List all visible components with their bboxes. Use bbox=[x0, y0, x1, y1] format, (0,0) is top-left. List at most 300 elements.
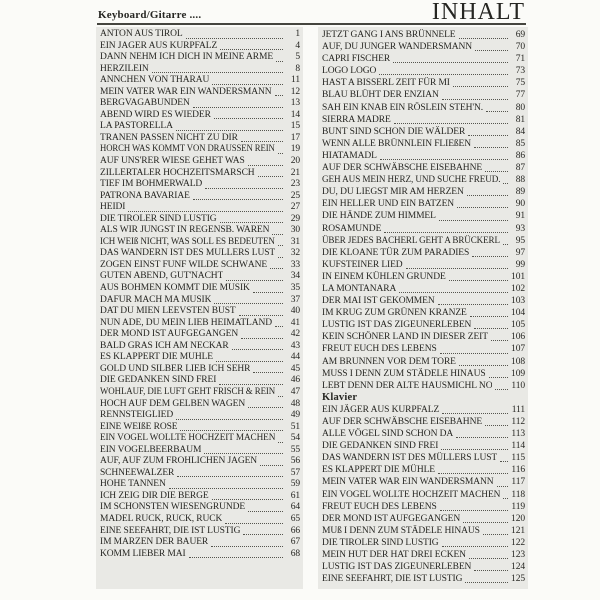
page-number: 87 bbox=[515, 163, 525, 174]
song-title: BERGVAGABUNDEN bbox=[100, 98, 190, 109]
page-number: 13 bbox=[290, 98, 300, 109]
section-header-keyboard-gitarre: Keyboard/Gitarre .... bbox=[98, 9, 202, 21]
toc-entry bbox=[322, 271, 525, 283]
toc-entry bbox=[322, 174, 525, 186]
toc-entry bbox=[100, 514, 300, 526]
page-number: 90 bbox=[515, 199, 525, 210]
toc-entry bbox=[100, 87, 300, 99]
dot-leader bbox=[272, 234, 283, 235]
toc-entry bbox=[100, 445, 300, 457]
dot-leader bbox=[248, 407, 283, 408]
page-number: 125 bbox=[511, 574, 525, 585]
dot-leader bbox=[177, 476, 283, 477]
dot-leader bbox=[399, 292, 508, 293]
page-number: 12 bbox=[290, 86, 300, 97]
song-title: MEIN HUT DER HAT DREI ECKEN bbox=[322, 550, 466, 561]
toc-entry bbox=[322, 53, 525, 65]
toc-entry bbox=[100, 329, 300, 341]
toc-columns bbox=[96, 27, 528, 589]
song-title: DIE KLOANE TÜR ZUM PARADIES bbox=[322, 247, 470, 258]
dot-leader bbox=[472, 256, 508, 257]
page-number: 105 bbox=[511, 320, 525, 331]
dot-leader bbox=[189, 557, 283, 558]
song-title: ES KLAPPERT DIE MÜHLE bbox=[100, 352, 214, 363]
dot-leader bbox=[152, 72, 283, 73]
song-title: LEBT DENN DER ALTE HAUSMICHL NO bbox=[322, 380, 493, 391]
page-number: 114 bbox=[511, 441, 525, 452]
dot-leader bbox=[442, 413, 508, 414]
dot-leader bbox=[463, 522, 508, 523]
toc-entry bbox=[100, 98, 300, 110]
dot-leader bbox=[204, 453, 283, 454]
toc-entry bbox=[322, 114, 525, 126]
toc-entry bbox=[100, 156, 300, 168]
toc-entry bbox=[322, 198, 525, 210]
page-number: 32 bbox=[290, 248, 300, 259]
page-number: 56 bbox=[290, 456, 300, 467]
toc-entry bbox=[100, 214, 300, 226]
toc-entry bbox=[322, 186, 525, 198]
toc-entry bbox=[100, 248, 300, 260]
page-number: 17 bbox=[290, 132, 300, 143]
toc-entry bbox=[100, 479, 300, 491]
song-title: BUNT SIND SCHON DIE WÄLDER bbox=[322, 126, 466, 137]
page-number: 30 bbox=[290, 225, 300, 236]
page-number: 49 bbox=[290, 410, 300, 421]
song-title: KUFSTEINER LIED bbox=[322, 259, 403, 270]
toc-entry bbox=[100, 283, 300, 295]
dot-leader bbox=[456, 437, 508, 438]
page-number: 44 bbox=[290, 352, 300, 363]
toc-entry bbox=[322, 501, 525, 513]
page-number: 69 bbox=[515, 30, 525, 40]
toc-entry bbox=[100, 133, 300, 145]
page-number: 81 bbox=[515, 114, 525, 125]
song-title: ALLE VÖGEL SIND SCHON DA bbox=[322, 429, 454, 440]
song-title: GEH AUS MEIN HERZ, UND SUCHE FREUD. bbox=[322, 175, 500, 186]
dot-leader bbox=[220, 222, 283, 223]
dot-leader bbox=[270, 268, 283, 269]
song-title: EIN JÄGER AUS KURPFALZ bbox=[322, 404, 440, 415]
dot-leader bbox=[406, 268, 508, 269]
toc-entry bbox=[322, 380, 525, 392]
page-number: 89 bbox=[515, 187, 525, 198]
toc-entry bbox=[322, 41, 525, 53]
toc-entry bbox=[100, 29, 300, 41]
dot-leader bbox=[470, 316, 508, 317]
song-title: HORCH WAS KOMMT VON DRAUSSEN REIN bbox=[100, 144, 275, 155]
song-title: DER MOND IST AUFGEGANGEN bbox=[100, 329, 239, 340]
toc-entry bbox=[100, 271, 300, 283]
dot-leader bbox=[214, 303, 283, 304]
page-number: 91 bbox=[515, 211, 525, 222]
dot-leader bbox=[211, 546, 283, 547]
song-title: HOCH AUF DEM GELBEN WAGEN bbox=[100, 398, 246, 409]
song-title: LUSTIG IST DAS ZIGEUNERLEBEN bbox=[322, 562, 472, 573]
dot-leader bbox=[253, 372, 283, 373]
page-number: 101 bbox=[511, 271, 525, 282]
song-title: AUS BÖHMEN KOMMT DIE MUSIK bbox=[100, 283, 250, 294]
toc-entry bbox=[100, 375, 300, 387]
song-title: MÄDEL RUCK, RUCK, RUCK bbox=[100, 513, 223, 524]
page-number: 42 bbox=[290, 329, 300, 340]
toc-entry bbox=[100, 549, 300, 561]
song-title: DIE TIROLER SIND LUSTIG bbox=[322, 537, 439, 548]
dot-leader bbox=[248, 165, 283, 166]
toc-entry bbox=[322, 150, 525, 162]
page-number: 115 bbox=[511, 453, 525, 464]
dot-leader bbox=[232, 349, 283, 350]
toc-entry bbox=[322, 368, 525, 380]
song-title: BLAU BLÜHT DER ENZIAN bbox=[322, 90, 439, 101]
dot-leader bbox=[212, 84, 283, 85]
toc-entry bbox=[322, 452, 525, 464]
toc-entry bbox=[322, 65, 525, 77]
toc-list-klavier bbox=[322, 404, 525, 585]
page-title-inhalt: INHALT bbox=[431, 0, 525, 25]
toc-entry bbox=[322, 319, 525, 331]
page-number: 109 bbox=[511, 368, 525, 379]
page-number: 40 bbox=[290, 306, 300, 317]
page-number: 65 bbox=[290, 513, 300, 524]
song-title: RENNSTEIGLIED bbox=[100, 410, 174, 421]
page-number: 97 bbox=[515, 247, 525, 258]
page-header bbox=[98, 0, 525, 24]
song-title: DER MAI IST GEKOMMEN bbox=[322, 296, 435, 307]
song-title: EIN VOGEL WOLLTE HOCHZEIT MACHEN bbox=[100, 433, 275, 444]
page-number: 35 bbox=[290, 283, 300, 294]
song-title: SCHNEEWALZER bbox=[100, 467, 175, 478]
dot-leader bbox=[474, 328, 508, 329]
page-number: 21 bbox=[290, 167, 300, 178]
dot-leader bbox=[380, 159, 508, 160]
page-number: 103 bbox=[511, 296, 525, 307]
page-number: 122 bbox=[511, 537, 525, 548]
toc-entry bbox=[322, 102, 525, 114]
dot-leader bbox=[489, 377, 508, 378]
song-title: ZILLERTALER HOCHZEITSMARSCH bbox=[100, 167, 255, 178]
song-title: GOLD UND SILBER LIEB ICH SEHR bbox=[100, 363, 251, 374]
dot-leader bbox=[226, 280, 283, 281]
dot-leader bbox=[439, 220, 508, 221]
dot-leader bbox=[212, 499, 283, 500]
song-title: ICH WEIß NICHT, WAS SOLL ES BEDEUTEN bbox=[100, 236, 275, 247]
song-title: HERZILEIN bbox=[100, 63, 149, 74]
page-number: 33 bbox=[290, 259, 300, 270]
page-number: 8 bbox=[295, 63, 300, 74]
toc-column-right bbox=[318, 27, 528, 589]
song-title: DAS WANDERN IST DES MÜLLERS LUST bbox=[322, 453, 498, 464]
song-title: AUF DER SCHWÄBSCHE EISEBAHNE bbox=[322, 163, 483, 174]
dot-leader bbox=[500, 461, 508, 462]
toc-entry bbox=[100, 526, 300, 538]
song-title: ÄNNCHEN VON THARAU bbox=[100, 75, 210, 86]
toc-entry bbox=[322, 126, 525, 138]
page-number: 27 bbox=[290, 202, 300, 213]
song-title: IM SCHÖNSTEN WIESENGRUNDE bbox=[100, 502, 246, 513]
toc-entry bbox=[100, 52, 300, 64]
dot-leader bbox=[503, 183, 508, 184]
toc-entry bbox=[322, 464, 525, 476]
toc-entry bbox=[322, 513, 525, 525]
dot-leader bbox=[275, 326, 283, 327]
toc-entry bbox=[322, 247, 525, 259]
dot-leader bbox=[219, 384, 283, 385]
toc-entry bbox=[322, 89, 525, 101]
dot-leader bbox=[485, 171, 508, 172]
toc-entry bbox=[322, 428, 525, 440]
dot-leader bbox=[469, 558, 508, 559]
page-number: 110 bbox=[511, 380, 525, 391]
page-number: 102 bbox=[511, 283, 525, 294]
dot-leader bbox=[449, 280, 508, 281]
dot-leader bbox=[260, 465, 283, 466]
toc-entry bbox=[322, 549, 525, 561]
song-title: DAT DU MIEN LEEVSTEN BÜST bbox=[100, 306, 236, 317]
song-title: ABEND WIRD ES WIEDER bbox=[100, 109, 211, 120]
dot-leader bbox=[384, 232, 508, 233]
page-number: 57 bbox=[290, 467, 300, 478]
dot-leader bbox=[248, 511, 283, 512]
page-number: 47 bbox=[290, 386, 300, 397]
toc-entry bbox=[100, 121, 300, 133]
dot-leader bbox=[495, 389, 508, 390]
toc-entry bbox=[322, 235, 525, 247]
page-number: 61 bbox=[290, 490, 300, 501]
dot-leader bbox=[176, 419, 283, 420]
dot-leader bbox=[180, 430, 283, 431]
page-number: 84 bbox=[515, 126, 525, 137]
dot-leader bbox=[258, 176, 283, 177]
page-number: 5 bbox=[295, 52, 300, 63]
dot-leader bbox=[440, 510, 508, 511]
dot-leader bbox=[467, 195, 508, 196]
page-number: 71 bbox=[515, 54, 525, 65]
dot-leader bbox=[169, 488, 283, 489]
page-number: 70 bbox=[515, 42, 525, 53]
dot-leader bbox=[278, 245, 283, 246]
page-number: 66 bbox=[290, 525, 300, 536]
toc-entry bbox=[322, 138, 525, 150]
song-title: AUF, DU JUNGER WANDERSMANN bbox=[322, 42, 473, 53]
song-title: SAH EIN KNAB EIN RÖSLEIN STEH'N. bbox=[322, 102, 484, 113]
dot-leader bbox=[278, 153, 283, 154]
dot-leader bbox=[276, 61, 283, 62]
song-title: FREUT EUCH DES LEBENS bbox=[322, 344, 437, 355]
song-title: MEIN VATER WAR EIN WANDERSMANN bbox=[322, 477, 494, 488]
toc-entry bbox=[100, 110, 300, 122]
song-title: DAFÜR MACH MA MUSIK bbox=[100, 294, 212, 305]
dot-leader bbox=[459, 38, 509, 39]
page-number: 75 bbox=[515, 78, 525, 89]
song-title: HEIDI bbox=[100, 202, 126, 213]
page-number: 111 bbox=[511, 404, 525, 415]
toc-entry bbox=[100, 168, 300, 180]
song-title: WENN ALLE BRÜNNLEIN FLIEßEN bbox=[322, 138, 472, 149]
toc-entry bbox=[322, 307, 525, 319]
dot-leader bbox=[438, 304, 508, 305]
dot-leader bbox=[278, 442, 283, 443]
toc-entry bbox=[322, 561, 525, 573]
song-title: ANTON AUS TIROL bbox=[100, 29, 183, 39]
song-title: TRÄNEN PASSEN NICHT ZU DIR bbox=[100, 132, 238, 143]
dot-leader bbox=[278, 396, 283, 397]
toc-entry bbox=[322, 404, 525, 416]
toc-entry bbox=[100, 491, 300, 503]
song-title: EINE SEEFAHRT, DIE IST LUSTIG bbox=[100, 525, 241, 536]
dot-leader bbox=[225, 523, 283, 524]
header-rule bbox=[97, 23, 526, 25]
song-title: LA MONTANARA bbox=[322, 283, 397, 294]
toc-entry bbox=[322, 283, 525, 295]
dot-leader bbox=[465, 582, 508, 583]
dot-leader bbox=[379, 74, 508, 75]
page-number: 68 bbox=[290, 548, 300, 559]
toc-entry bbox=[100, 433, 300, 445]
toc-entry bbox=[322, 77, 525, 89]
toc-entry bbox=[100, 306, 300, 318]
dot-leader bbox=[503, 498, 508, 499]
toc-entry bbox=[100, 410, 300, 422]
page-number: 85 bbox=[515, 138, 525, 149]
toc-list-keyboard-gitarre-left bbox=[100, 29, 300, 560]
song-title: MUß I DENN ZUM STÄDELE HINAUS bbox=[322, 525, 480, 536]
toc-entry bbox=[322, 343, 525, 355]
song-title: ZOGEN EINST FÜNF WILDE SCHWÄNE bbox=[100, 259, 268, 270]
page-number: 41 bbox=[290, 317, 300, 328]
song-title: LUSTIG IST DAS ZIGEUNERLEBEN bbox=[322, 320, 472, 331]
dot-leader bbox=[442, 99, 508, 100]
song-title: CAPRI FISCHER bbox=[322, 54, 391, 65]
page-number: 1 bbox=[295, 29, 300, 39]
page-number: 88 bbox=[515, 175, 525, 186]
song-title: IM MÄRZEN DER BAUER bbox=[100, 537, 209, 548]
toc-entry bbox=[322, 356, 525, 368]
page-number: 113 bbox=[511, 429, 525, 440]
dot-leader bbox=[459, 365, 508, 366]
toc-entry bbox=[100, 237, 300, 249]
song-title: SIERRA MADRE bbox=[322, 114, 391, 125]
song-title: DANN NEHM ICH DICH IN MEINE ARME bbox=[100, 52, 274, 63]
song-title: ALS WIR JÜNGST IN REGENSB. WAREN bbox=[100, 225, 270, 236]
dot-leader bbox=[243, 534, 283, 535]
toc-entry bbox=[100, 502, 300, 514]
song-title: ÜBER JEDES BACHERL GEHT A BRÜCKERL bbox=[322, 235, 500, 246]
dot-leader bbox=[474, 147, 508, 148]
dot-leader bbox=[440, 353, 508, 354]
song-title: KEIN SCHÖNER LAND IN DIESER ZEIT bbox=[322, 332, 488, 343]
page-number: 77 bbox=[515, 90, 525, 101]
song-title: AM BRUNNEN VOR DEM TORE bbox=[322, 356, 456, 367]
toc-entry bbox=[100, 144, 300, 156]
song-title: HOHE TANNEN bbox=[100, 479, 166, 490]
dot-leader bbox=[394, 123, 508, 124]
page-number: 104 bbox=[511, 308, 525, 319]
toc-entry bbox=[100, 364, 300, 376]
toc-entry bbox=[100, 191, 300, 203]
page-number: 59 bbox=[290, 479, 300, 490]
dot-leader bbox=[241, 141, 283, 142]
page-number: 112 bbox=[511, 417, 525, 427]
song-title: MUSS I DENN ZUM STÄDELE HINAUS bbox=[322, 368, 486, 379]
toc-entry bbox=[100, 41, 300, 53]
dot-leader bbox=[491, 340, 508, 341]
page-number: 106 bbox=[511, 332, 525, 343]
page-number: 19 bbox=[290, 144, 300, 155]
song-title: DAS WANDERN IST DES MÜLLERS LUST bbox=[100, 248, 275, 259]
dot-leader bbox=[457, 207, 508, 208]
page-number: 124 bbox=[511, 562, 525, 573]
song-title: AUF, AUF ZUM FRÖHLICHEN JAGEN bbox=[100, 456, 258, 467]
toc-entry bbox=[322, 295, 525, 307]
toc-entry bbox=[100, 260, 300, 272]
page-number: 20 bbox=[290, 156, 300, 167]
toc-entry bbox=[100, 295, 300, 307]
page-number: 15 bbox=[290, 121, 300, 132]
song-title: TIEF IM BÖHMERWALD bbox=[100, 179, 203, 190]
song-title: JETZT GANG I ANS BRÜNNELE bbox=[322, 30, 456, 40]
song-title: EIN HELLER UND EIN BATZEN bbox=[322, 199, 455, 210]
dot-leader bbox=[438, 473, 508, 474]
dot-leader bbox=[128, 211, 283, 212]
page-number: 86 bbox=[515, 150, 525, 161]
song-title: DIE GEDANKEN SIND FREI bbox=[100, 375, 217, 386]
toc-entry bbox=[100, 64, 300, 76]
toc-entry bbox=[100, 341, 300, 353]
toc-entry bbox=[100, 179, 300, 191]
page-number: 51 bbox=[290, 421, 300, 432]
toc-entry bbox=[100, 468, 300, 480]
page-number: 108 bbox=[511, 356, 525, 367]
page-number: 64 bbox=[290, 502, 300, 513]
toc-entry bbox=[322, 416, 525, 428]
song-title: DU, DU LIEGST MIR AM HERZEN bbox=[322, 187, 464, 198]
page-number: 121 bbox=[511, 525, 525, 536]
song-title: FREUT EUCH DES LEBENS bbox=[322, 501, 437, 512]
dot-leader bbox=[486, 111, 508, 112]
page-number: 119 bbox=[511, 501, 525, 512]
toc-entry bbox=[322, 440, 525, 452]
page-number: 29 bbox=[290, 213, 300, 224]
song-title: ROSAMUNDE bbox=[322, 223, 382, 234]
toc-entry bbox=[100, 225, 300, 237]
dot-leader bbox=[220, 49, 283, 50]
dot-leader bbox=[176, 130, 283, 131]
song-title: HIATAMADL bbox=[322, 150, 377, 161]
page-number: 73 bbox=[515, 66, 525, 77]
dot-leader bbox=[193, 107, 283, 108]
page-number: 120 bbox=[511, 513, 525, 524]
page-number: 123 bbox=[511, 550, 525, 561]
page-number: 4 bbox=[295, 40, 300, 51]
toc-entry bbox=[100, 399, 300, 411]
dot-leader bbox=[474, 570, 508, 571]
dot-leader bbox=[239, 315, 283, 316]
dot-leader bbox=[214, 118, 283, 119]
song-title: ICH ZEIG DIR DIE BERGE bbox=[100, 490, 209, 501]
song-title: DIE HÄNDE ZUM HIMMEL bbox=[322, 211, 436, 222]
page-number: 54 bbox=[290, 433, 300, 444]
dot-leader bbox=[393, 62, 508, 63]
page-number: 11 bbox=[291, 75, 300, 86]
toc-entry bbox=[100, 387, 300, 399]
dot-leader bbox=[275, 95, 283, 96]
song-title: WOHLAUF, DIE LUFT GEHT FRISCH & REIN bbox=[100, 386, 275, 397]
song-title: DIE TIROLER SIND LUSTIG bbox=[100, 213, 217, 224]
dot-leader bbox=[442, 546, 508, 547]
dot-leader bbox=[186, 38, 283, 39]
toc-entry bbox=[322, 210, 525, 222]
